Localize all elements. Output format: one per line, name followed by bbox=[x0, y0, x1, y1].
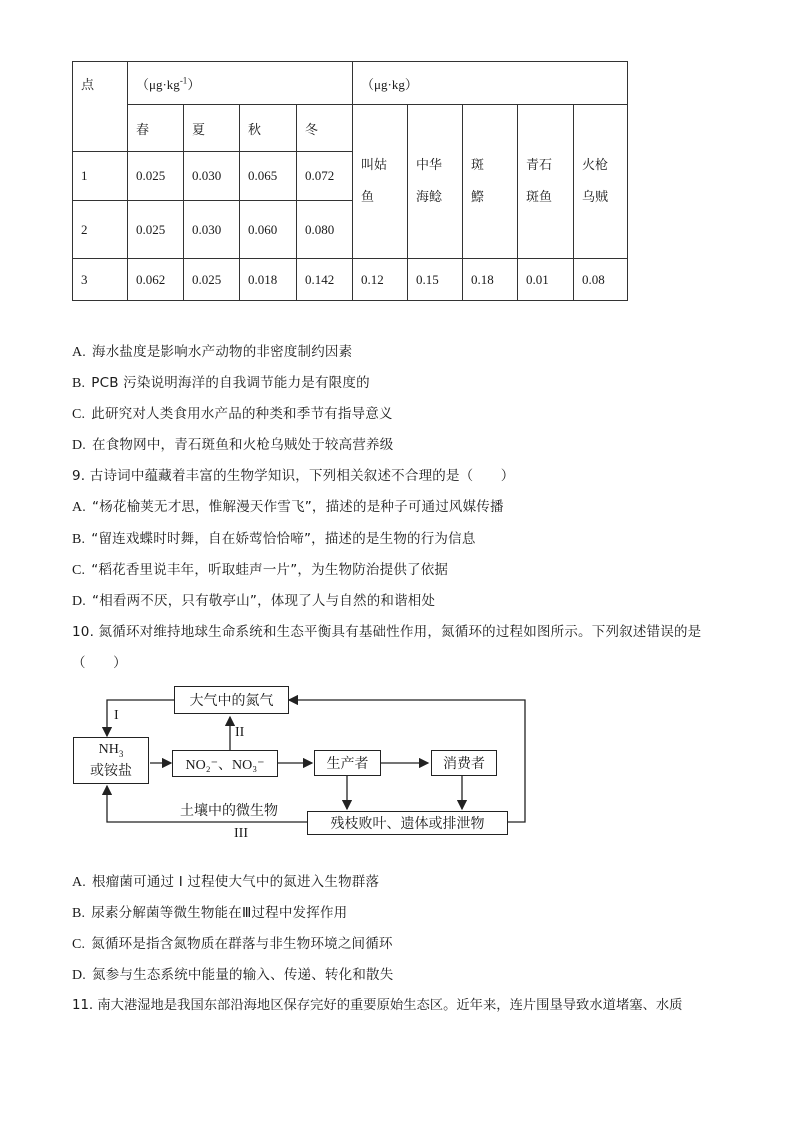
q10-option-d: D. 氮参与生态系统中能量的输入、传递、转化和散失 bbox=[72, 967, 394, 983]
row-id: 3 bbox=[73, 259, 128, 301]
species-cell: 火枪 乌贼 bbox=[574, 105, 628, 259]
q10-stem-bracket: （ ） bbox=[72, 655, 127, 671]
process-iii-label: III bbox=[234, 826, 248, 841]
process-ii-label: II bbox=[235, 725, 245, 740]
value-cell: 0.062 bbox=[128, 259, 184, 301]
row-id: 2 bbox=[73, 201, 128, 259]
species-value-cell: 0.12 bbox=[353, 259, 408, 301]
ammonium-box: $NH_3$ 或铵盐 bbox=[73, 737, 149, 784]
value-cell: 0.025 bbox=[184, 259, 240, 301]
species-cell: 斑 鰶 bbox=[463, 105, 518, 259]
pcb-concentration-table bbox=[72, 61, 628, 301]
value-cell: 0.018 bbox=[240, 259, 297, 301]
species-cell: 叫姑 鱼 bbox=[353, 105, 408, 259]
value-cell: 0.025 bbox=[128, 152, 184, 201]
producer-box: 生产者 bbox=[314, 750, 381, 776]
species-cell: 青石 斑鱼 bbox=[518, 105, 574, 259]
header-unit-seasons: $(\mu g\cdot kg^{-1})$ bbox=[128, 62, 353, 105]
value-cell: 0.030 bbox=[184, 152, 240, 201]
species-value-cell: 0.08 bbox=[574, 259, 628, 301]
q8-option-d: D. 在食物网中，青石斑鱼和火枪乌贼处于较高营养级 bbox=[72, 437, 394, 453]
q10-option-c: C. 氮循环是指含氮物质在群落与非生物环境之间循环 bbox=[72, 936, 393, 952]
q9-option-c: C. “稻花香里说丰年，听取蛙声一片”，为生物防治提供了依据 bbox=[72, 562, 449, 578]
season-cell: 春 bbox=[128, 105, 184, 152]
nitrogen-cycle-diagram bbox=[70, 684, 530, 844]
row-id: 1 bbox=[73, 152, 128, 201]
season-cell: 冬 bbox=[297, 105, 353, 152]
value-cell: 0.060 bbox=[240, 201, 297, 259]
q10-stem: 10. 氮循环对维持地球生命系统和生态平衡具有基础性作用，氮循环的过程如图所示。下列叙述错误的是 bbox=[72, 624, 702, 640]
value-cell: 0.072 bbox=[297, 152, 353, 201]
q10-option-b: B. 尿素分解菌等微生物能在Ⅲ过程中发挥作用 bbox=[72, 905, 348, 921]
value-cell: 0.025 bbox=[128, 201, 184, 259]
q9-option-b: B. “留连戏蝶时时舞，自在娇莺恰恰啼”，描述的是生物的行为信息 bbox=[72, 531, 476, 547]
species-value-cell: 0.18 bbox=[463, 259, 518, 301]
season-cell: 秋 bbox=[240, 105, 297, 152]
header-unit-species: （μg·kg） bbox=[353, 62, 628, 105]
q9-option-d: D. “相看两不厌，只有敬亭山”，体现了人与自然的和谐相处 bbox=[72, 593, 436, 609]
species-value-cell: 0.15 bbox=[408, 259, 463, 301]
header-point: 点 bbox=[73, 62, 128, 152]
q9-option-a: A. “杨花榆荚无才思，惟解漫天作雪飞”，描述的是种子可通过风媒传播 bbox=[72, 499, 504, 515]
nitrite-nitrate-box: NO₂⁻、NO₃⁻ bbox=[172, 750, 278, 777]
q9-stem: 9. 古诗词中蕴藏着丰富的生物学知识，下列相关叙述不合理的是（ ） bbox=[72, 468, 515, 484]
season-cell: 夏 bbox=[184, 105, 240, 152]
q8-option-b: B. PCB 污染说明海洋的自我调节能力是有限度的 bbox=[72, 375, 370, 391]
consumer-box: 消费者 bbox=[431, 750, 497, 776]
q10-option-a: A. 根瘤菌可通过 I 过程使大气中的氮进入生物群落 bbox=[72, 874, 380, 890]
q8-option-c: C. 此研究对人类食用水产品的种类和季节有指导意义 bbox=[72, 406, 393, 422]
value-cell: 0.080 bbox=[297, 201, 353, 259]
value-cell: 0.030 bbox=[184, 201, 240, 259]
species-cell: 中华 海鲶 bbox=[408, 105, 463, 259]
atmosphere-nitrogen-box: 大气中的氮气 bbox=[174, 686, 289, 714]
process-i-label: I bbox=[114, 708, 119, 723]
soil-microbe-label: 土壤中的微生物 bbox=[180, 803, 278, 819]
value-cell: 0.142 bbox=[297, 259, 353, 301]
q8-option-a: A. 海水盐度是影响水产动物的非密度制约因素 bbox=[72, 344, 353, 360]
residue-box: 残枝败叶、遗体或排泄物 bbox=[307, 811, 508, 835]
species-value-cell: 0.01 bbox=[518, 259, 574, 301]
value-cell: 0.065 bbox=[240, 152, 297, 201]
q11-stem: 11. 南大港湿地是我国东部沿海地区保存完好的重要原始生态区。近年来，连片围垦导致水道堵塞、水质 bbox=[72, 998, 683, 1013]
